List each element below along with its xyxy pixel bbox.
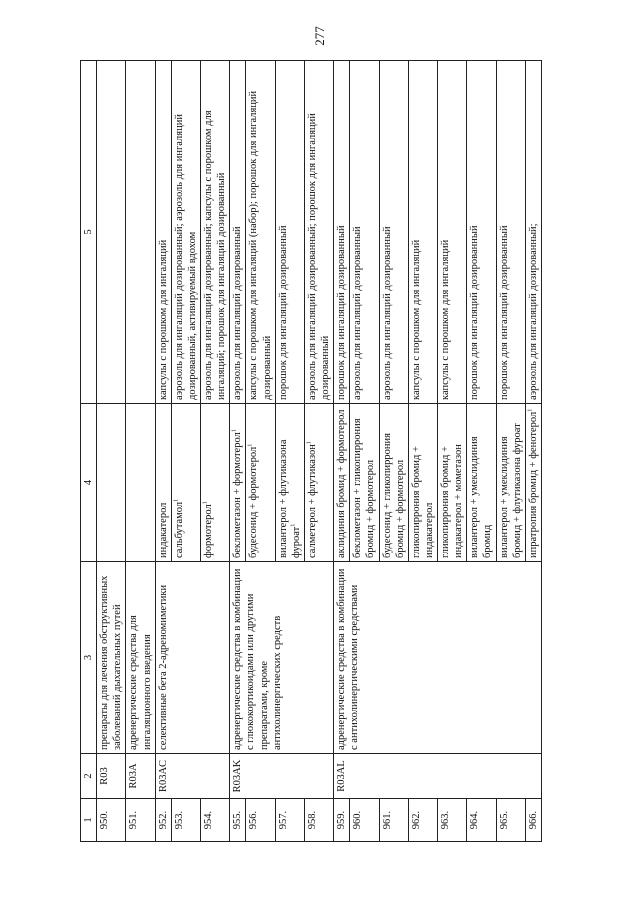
row-number: 952. <box>155 799 171 842</box>
drug-name <box>246 404 275 562</box>
dosage-forms: порошок для ингаляций дозированный <box>334 61 350 404</box>
drug-name-text: формотерол <box>203 504 214 558</box>
header-col-3: 3 <box>81 562 97 754</box>
footnote-mark: 1 <box>202 501 209 505</box>
dosage-forms: аэрозоль для ингаляций дозированный; порошок для ингаляций дозированный <box>304 61 333 404</box>
atc-code: R03 <box>97 754 126 799</box>
drug-name <box>97 404 126 562</box>
footnote-mark: 1 <box>290 523 297 527</box>
drug-name: гликопиррония бромид + индакатерол + мометазон <box>438 404 467 562</box>
drug-name <box>304 404 333 562</box>
group-name: адренергические средства для ингаляционного введения <box>126 562 155 754</box>
row-number: 957. <box>275 799 304 842</box>
row-number: 961. <box>379 799 408 842</box>
footnote-mark: 1 <box>306 441 313 445</box>
header-col-2: 2 <box>81 754 97 799</box>
rotated-page <box>80 60 610 842</box>
dosage-forms: аэрозоль для ингаляций дозированный; аэрозоль для ингаляций дозированный, активируемый вдохом <box>171 61 200 404</box>
row-number: 962. <box>408 799 437 842</box>
dosage-forms: аэрозоль для ингаляций дозированный <box>230 61 246 404</box>
dosage-forms: порошок для ингаляций дозированный <box>467 61 496 404</box>
dosage-forms: аэрозоль для ингаляций дозированный; <box>525 61 541 404</box>
row-number: 964. <box>467 799 496 842</box>
drug-name: вилантерол + умеклидиния бромид <box>467 404 496 562</box>
drug-name: вилантерол + умеклидиния бромид + флутиказона фуроат <box>496 404 525 562</box>
drug-name: аклидиния бромид + формотерол <box>334 404 350 562</box>
table-row <box>126 61 155 842</box>
drug-name: гликопиррония бромид + индакатерол <box>408 404 437 562</box>
footnote-mark: 1 <box>173 498 180 502</box>
drug-name-text: вилантерол + флутиказона фуроат <box>277 439 302 558</box>
row-number: 955. <box>230 799 246 842</box>
dosage-forms <box>97 61 126 404</box>
group-name: адренергические средства в комбинации с антихолинергическими средствами <box>334 562 542 754</box>
drug-name-text: салметерол + флутиказон <box>306 444 318 558</box>
drug-name <box>126 404 155 562</box>
drug-name: беклометазон + гликопиррония бромид + формотерол <box>350 404 379 562</box>
drug-name <box>201 404 230 562</box>
drug-name-text: беклометазон + формотерол <box>232 432 244 558</box>
page-number-text: 277 <box>312 26 327 46</box>
drug-name <box>230 404 246 562</box>
atc-code: R03AK <box>230 754 334 799</box>
footnote-mark: 1 <box>527 408 534 412</box>
footnote-mark: 1 <box>231 429 238 433</box>
drug-name <box>525 404 541 562</box>
dosage-forms: аэрозоль для ингаляций дозированный <box>350 61 379 404</box>
drug-name-text: будесонид + формотерол <box>248 446 260 558</box>
table-row <box>334 61 350 842</box>
row-number: 951. <box>126 799 155 842</box>
atc-code: R03A <box>126 754 155 799</box>
row-number: 956. <box>246 799 275 842</box>
drug-name <box>171 404 200 562</box>
dosage-forms: порошок для ингаляций дозированный <box>275 61 304 404</box>
row-number: 954. <box>201 799 230 842</box>
atc-code: R03AL <box>334 754 542 799</box>
dosage-forms <box>126 61 155 404</box>
table-row <box>230 61 246 842</box>
footnote-mark: 1 <box>247 443 254 447</box>
drug-name: индакатерол <box>155 404 171 562</box>
table-header-row <box>81 61 97 842</box>
drug-name: будесонид + гликопиррония бромид + формотерол <box>379 404 408 562</box>
header-col-4: 4 <box>81 404 97 562</box>
row-number: 959. <box>334 799 350 842</box>
dosage-forms: аэрозоль для ингаляций дозированный; капсулы с порошком для ингаляций; порошок для ингаляций дозированный <box>201 61 230 404</box>
drug-table <box>80 60 542 842</box>
row-number: 966. <box>525 799 541 842</box>
table-row <box>97 61 126 842</box>
row-number: 953. <box>171 799 200 842</box>
row-number: 950. <box>97 799 126 842</box>
header-col-1: 1 <box>81 799 97 842</box>
table-row <box>155 61 171 842</box>
dosage-forms: капсулы с порошком для ингаляций (набор); порошок для ингаляций дозированный <box>246 61 275 404</box>
group-name: препараты для лечения обструктивных заболеваний дыхательных путей <box>97 562 126 754</box>
group-name: селективные бета 2-адреномиметики <box>155 562 230 754</box>
dosage-forms: капсулы с порошком для ингаляций <box>438 61 467 404</box>
drug-name <box>275 404 304 562</box>
dosage-forms: порошок для ингаляций дозированный <box>496 61 525 404</box>
dosage-forms: капсулы с порошком для ингаляций <box>408 61 437 404</box>
row-number: 963. <box>438 799 467 842</box>
drug-name-text: ипратропия бромид + фенотерол <box>527 411 539 558</box>
row-number: 960. <box>350 799 379 842</box>
row-number: 958. <box>304 799 333 842</box>
dosage-forms: аэрозоль для ингаляций дозированный <box>379 61 408 404</box>
header-col-5: 5 <box>81 61 97 404</box>
dosage-forms: капсулы с порошком для ингаляций <box>155 61 171 404</box>
drug-name-text: сальбутамол <box>173 501 185 558</box>
atc-code: R03AC <box>155 754 230 799</box>
group-name: адренергические средства в комбинации с глюкокортикоидами или другими препаратами, кроме антихолинергических средств <box>230 562 334 754</box>
row-number: 965. <box>496 799 525 842</box>
